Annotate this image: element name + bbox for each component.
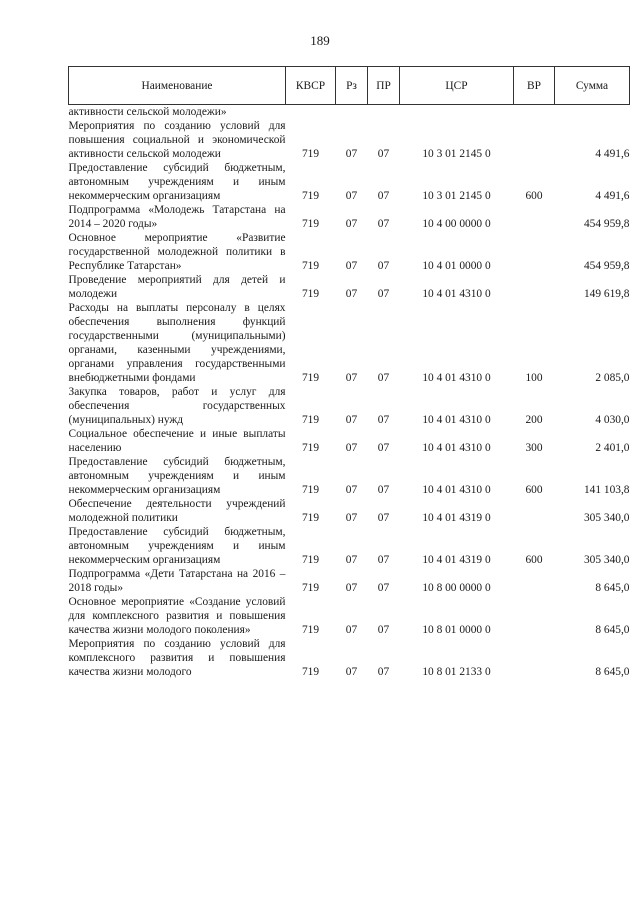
row-sum: 8 645,0 [595,666,630,678]
row-sum: 305 340,0 [583,512,630,524]
row-sum: 454 959,8 [583,260,630,272]
row-vr [514,637,555,679]
row-rz: 07 [345,582,358,594]
row-kvsr: 719 [301,582,320,594]
row-kvsr: 719 [301,666,320,678]
row-kvsr: 719 [301,484,320,496]
row-csr: 10 4 01 4310 0 [422,484,491,496]
table-row [69,119,630,161]
row-name: Основное мероприятие «Создание условий для комплексного развития и повышения качества жизни молодого поколения» [68,596,286,636]
header-csr: ЦСР [400,67,514,105]
row-name: Мероприятия по созданию условий для комплексного развития и повышения качества жизни молодого [68,638,286,678]
row-rz: 07 [345,288,358,300]
row-vr [514,119,555,161]
row-rz: 07 [345,372,358,384]
row-name: Мероприятия по созданию условий для повышения социальной и экономической активности сельской молодежи [68,120,286,160]
row-rz: 07 [345,218,358,230]
row-csr: 10 4 01 4310 0 [422,414,491,426]
page-number: 189 [310,33,330,48]
row-sum: 4 491,6 [595,190,630,202]
row-kvsr: 719 [301,372,320,384]
row-csr: 10 4 01 4310 0 [422,372,491,384]
row-kvsr: 719 [301,512,320,524]
row-kvsr: 719 [301,624,320,636]
table-row [69,637,630,679]
row-name: Подпрограмма «Молодежь Татарстана на 2014 – 2020 годы» [68,204,286,230]
row-sum: 4 491,6 [595,148,630,160]
row-rz: 07 [345,512,358,524]
row-csr: 10 8 01 2133 0 [422,666,491,678]
row-pr: 07 [377,190,390,202]
header-name: Наименование [69,67,286,105]
table-row [69,105,630,120]
table-row [69,567,630,595]
row-vr: 200 [525,414,543,426]
row-sum: 454 959,8 [583,218,630,230]
row-sum: 4 030,0 [595,414,630,426]
row-pr: 07 [377,582,390,594]
row-rz: 07 [345,442,358,454]
row-kvsr: 719 [301,554,320,566]
row-rz: 07 [345,624,358,636]
row-name: Предоставление субсидий бюджетным, автономным учреждениям и иным некоммерческим организациям [68,162,286,202]
row-csr: 10 4 01 4310 0 [422,442,491,454]
table-row [69,385,630,427]
row-vr [514,203,555,231]
row-pr: 07 [377,666,390,678]
row-rz: 07 [345,666,358,678]
row-pr: 07 [377,512,390,524]
row-vr: 600 [525,190,543,202]
row-kvsr: 719 [301,218,320,230]
row-sum: 2 401,0 [595,442,630,454]
row-vr [514,567,555,595]
row-sum: 2 085,0 [595,372,630,384]
table-row [69,301,630,385]
row-rz: 07 [345,260,358,272]
row-name: Предоставление субсидий бюджетным, автономным учреждениям и иным некоммерческим организациям [68,526,286,566]
row-name: Подпрограмма «Дети Татарстана на 2016 – 2018 годы» [68,568,286,594]
row-csr: 10 4 01 4319 0 [422,554,491,566]
row-csr: 10 3 01 2145 0 [422,190,491,202]
row-vr [514,497,555,525]
row-kvsr: 719 [301,190,320,202]
row-sum: 8 645,0 [595,582,630,594]
row-vr [514,273,555,301]
row-rz: 07 [345,554,358,566]
row-kvsr [286,105,336,120]
row-vr: 300 [525,442,543,454]
row-vr [514,231,555,273]
row-pr: 07 [377,484,390,496]
row-vr: 600 [525,554,543,566]
row-kvsr: 719 [301,288,320,300]
header-kvsr: КВСР [286,67,336,105]
table-row [69,203,630,231]
row-sum: 8 645,0 [595,624,630,636]
row-pr: 07 [377,624,390,636]
row-name: Предоставление субсидий бюджетным, автономным учреждениям и иным некоммерческим организациям [68,456,286,496]
row-csr: 10 3 01 2145 0 [422,148,491,160]
row-rz [336,105,368,120]
row-kvsr: 719 [301,442,320,454]
row-name: Социальное обеспечение и иные выплаты населению [68,428,286,454]
header-sum: Сумма [555,67,630,105]
header-pr: ПР [368,67,400,105]
row-pr: 07 [377,260,390,272]
table-row [69,273,630,301]
row-rz: 07 [345,484,358,496]
row-pr: 07 [377,554,390,566]
row-vr [514,105,555,120]
table-row [69,497,630,525]
row-rz: 07 [345,148,358,160]
row-rz: 07 [345,190,358,202]
row-name: Проведение мероприятий для детей и молодежи [68,274,286,300]
table-row [69,455,630,497]
row-sum: 149 619,8 [583,288,630,300]
row-pr: 07 [377,218,390,230]
row-vr: 600 [525,484,543,496]
row-kvsr: 719 [301,414,320,426]
table-row [69,595,630,637]
table-row [69,427,630,455]
table-header-row [69,67,630,105]
row-csr [400,105,514,120]
row-pr: 07 [377,288,390,300]
table-row [69,161,630,203]
row-pr: 07 [377,442,390,454]
row-sum: 141 103,8 [583,484,630,496]
budget-table [68,66,630,679]
table-row [69,525,630,567]
header-rz: Рз [336,67,368,105]
row-vr [514,595,555,637]
row-csr: 10 4 01 4310 0 [422,288,491,300]
row-pr: 07 [377,148,390,160]
row-kvsr: 719 [301,148,320,160]
row-name: Закупка товаров, работ и услуг для обеспечения государственных (муниципальных) нужд [68,386,286,426]
header-vr: ВР [514,67,555,105]
row-csr: 10 8 00 0000 0 [422,582,491,594]
row-kvsr: 719 [301,260,320,272]
row-sum [555,105,630,120]
row-pr: 07 [377,372,390,384]
row-name: Расходы на выплаты персоналу в целях обеспечения выполнения функций государственными (муниципальными) органами, казенными учреждениями, органами управления государственными внебюджетными фондами [68,302,286,384]
table-row [69,231,630,273]
row-pr: 07 [377,414,390,426]
row-name: Обеспечение деятельности учреждений молодежной политики [68,498,286,524]
row-csr: 10 4 01 0000 0 [422,260,491,272]
row-name: Основное мероприятие «Развитие государственной молодежной политики в Республике Татарстан» [68,232,286,272]
row-vr: 100 [525,372,543,384]
row-rz: 07 [345,414,358,426]
row-csr: 10 8 01 0000 0 [422,624,491,636]
row-name: активности сельской молодежи» [68,106,227,118]
row-pr [368,105,400,120]
row-sum: 305 340,0 [583,554,630,566]
row-csr: 10 4 01 4319 0 [422,512,491,524]
row-csr: 10 4 00 0000 0 [422,218,491,230]
